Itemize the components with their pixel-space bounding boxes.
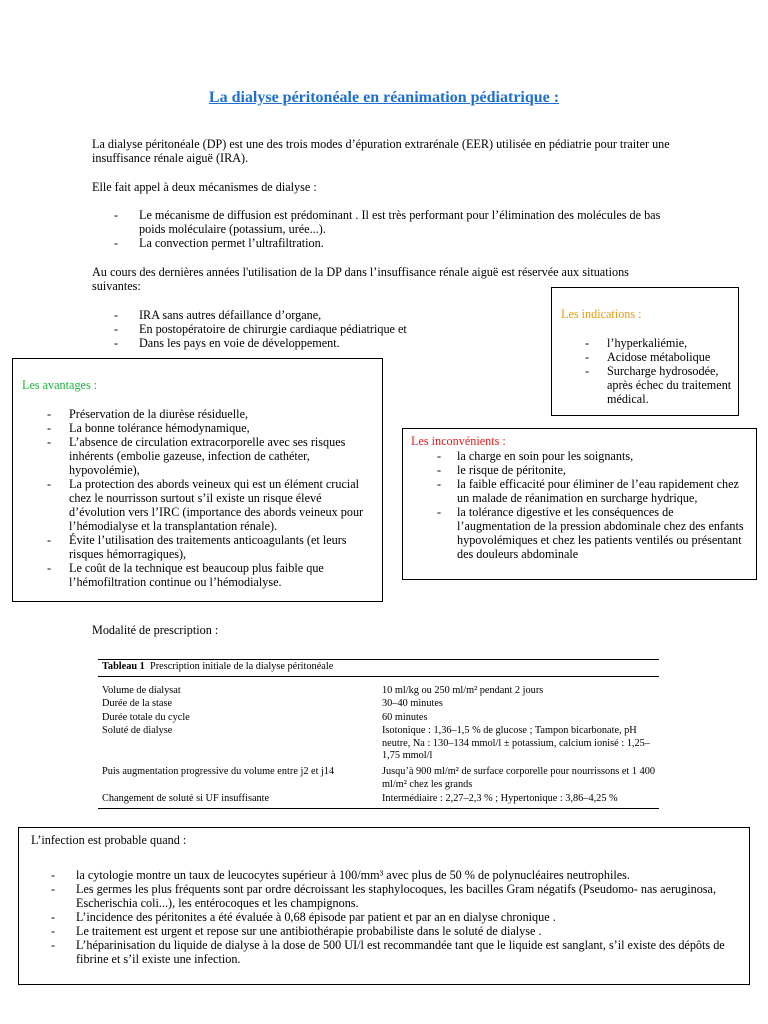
list-item-text: l’hyperkaliémie,	[607, 336, 688, 350]
table-cell-value: 60 minutes	[382, 712, 428, 723]
list-item-text: la cytologie montre un taux de leucocytes supérieur à 100/mm³ avec plus de 50 % de polynucléaires neutrophiles.	[76, 868, 630, 882]
table-cell-value: Intermédiaire : 2,27–2,3 % ; Hypertonique : 3,86–4,25 %	[382, 793, 618, 804]
list-item	[114, 322, 439, 336]
list-bullet: -	[51, 882, 56, 896]
indications-heading: Les indications :	[561, 307, 642, 321]
table-cell-label: Durée totale du cycle	[102, 712, 190, 723]
list-item	[437, 477, 749, 505]
list-item-text: la faible efficacité pour éliminer de l’eau rapidement chez un malade de réanimation en surcharge hydrique,	[457, 477, 739, 505]
list-item	[585, 364, 732, 406]
list-item	[51, 910, 741, 924]
avantages-list	[47, 407, 369, 589]
list-bullet: -	[437, 463, 442, 477]
list-bullet: -	[114, 208, 119, 222]
table-caption	[102, 661, 333, 674]
table-caption-text: Prescription initiale de la dialyse péritonéale	[149, 661, 334, 672]
mechanisms-list	[114, 208, 679, 250]
list-item	[51, 882, 741, 910]
page-title: La dialyse péritonéale en réanimation pédiatrique :	[208, 89, 560, 106]
list-item-text: Évite l’utilisation des traitements anticoagulants (et leurs risques hémorragiques),	[69, 533, 347, 561]
indications-box	[551, 287, 739, 416]
list-item	[47, 407, 369, 421]
list-item	[47, 421, 369, 435]
list-item	[437, 463, 749, 477]
inconvenients-box	[402, 428, 757, 580]
list-item-text: Acidose métabolique	[607, 350, 711, 364]
list-item	[51, 924, 741, 938]
list-bullet: -	[585, 364, 590, 378]
list-bullet: -	[114, 322, 119, 336]
inconvenients-heading: Les inconvénients :	[411, 434, 506, 448]
list-bullet: -	[47, 435, 52, 449]
list-item-text: la charge en soin pour les soignants,	[457, 449, 634, 463]
list-item	[51, 938, 741, 966]
table-cell-label: Volume de dialysat	[102, 685, 181, 696]
situations-list	[114, 308, 439, 350]
list-item-text: la tolérance digestive et les conséquences de l’augmentation de la pression abdominale chez des enfants hypovolémiques et chez les patients ventilés ou présentant des douleurs abdominale	[457, 505, 744, 561]
list-item-text: Préservation de la diurèse résiduelle,	[69, 407, 249, 421]
list-item	[585, 350, 732, 364]
list-bullet: -	[585, 350, 590, 364]
infection-heading: L’infection est probable quand :	[31, 833, 187, 847]
inconvenients-list	[437, 449, 749, 561]
list-item-text: L’incidence des péritonites a été évaluée à 0,68 épisode par patient et par an en dialyse chronique .	[76, 910, 556, 924]
modalite-heading: Modalité de prescription :	[92, 623, 219, 637]
list-bullet: -	[585, 336, 590, 350]
list-item	[47, 533, 369, 561]
avantages-heading: Les avantages :	[22, 378, 98, 392]
table-cell-label: Puis augmentation progressive du volume entre j2 et j14	[102, 766, 335, 777]
list-item-text: le risque de péritonite,	[457, 463, 566, 477]
list-bullet: -	[47, 421, 52, 435]
list-bullet: -	[51, 910, 56, 924]
table-cell-value: Isotonique : 1,36–1,5 % de glucose ; Tampon bicarbonate, pH neutre, Na : 130–134 mmol/l ± potassium, calcium ionisé : 1,25–1,75 mmol/l	[382, 725, 650, 761]
table-cell-value: 30–40 minutes	[382, 698, 443, 709]
list-item	[437, 449, 749, 463]
list-bullet: -	[114, 236, 119, 250]
table-cell-label: Soluté de dialyse	[102, 725, 173, 736]
table-cell-value: 10 ml/kg ou 250 ml/m² pendant 2 jours	[382, 685, 544, 696]
list-item-text: Le traitement est urgent et repose sur une antibiothérapie probabiliste dans le soluté de dialyse .	[76, 924, 542, 938]
list-item-text: Le coût de la technique est beaucoup plus faible que l’hémofiltration continue ou l’hémodialyse.	[69, 561, 324, 589]
list-bullet: -	[114, 308, 119, 322]
list-bullet: -	[437, 477, 442, 491]
list-bullet: -	[51, 924, 56, 938]
prescription-table	[98, 659, 659, 809]
list-item-text: La convection permet l’ultrafiltration.	[139, 236, 324, 250]
list-item-text: Le mécanisme de diffusion est prédominant . Il est très performant pour l’élimination des molécules de bas poids moléculaire (potassium, urée...).	[139, 208, 661, 236]
list-item	[47, 435, 369, 477]
avantages-box	[12, 358, 383, 602]
list-bullet: -	[51, 938, 56, 952]
mechanisms-intro: Elle fait appel à deux mécanismes de dialyse :	[92, 180, 317, 194]
list-item	[47, 561, 369, 589]
list-item-text: IRA sans autres défaillance d’organe,	[139, 308, 322, 322]
list-item	[114, 336, 439, 350]
list-item	[51, 868, 741, 882]
list-item-text: Surcharge hydrosodée, après échec du traitement médical.	[607, 364, 732, 406]
table-cell-label: Durée de la stase	[102, 698, 173, 709]
list-item-text: Les germes les plus fréquents sont par ordre décroissant les staphylocoques, les bacilles Gram négatifs (Pseudomo- nas aeruginosa, Escherischia coli...), les entérocoques et les champignons.	[76, 882, 717, 910]
list-item-text: En postopératoire de chirurgie cardiaque pédiatrique et	[139, 322, 407, 336]
list-bullet: -	[47, 561, 52, 575]
list-item-text: La bonne tolérance hémodynamique,	[69, 421, 250, 435]
list-bullet: -	[47, 407, 52, 421]
list-item-text: L’absence de circulation extracorporelle avec ses risques inhérents (embolie gazeuse, infection de cathéter, hypovolémie),	[69, 435, 346, 477]
list-item	[47, 477, 369, 533]
list-item	[114, 236, 679, 250]
list-item	[114, 208, 679, 236]
list-bullet: -	[437, 505, 442, 519]
list-item-text: Dans les pays en voie de développement.	[139, 336, 340, 350]
list-bullet: -	[51, 868, 56, 882]
list-item-text: L’héparinisation du liquide de dialyse à la dose de 500 UI/l est recommandée tant que le liquide est sanglant, s’il existe des dépôts de fibrine et s’il existe une infection.	[76, 938, 725, 966]
indications-list	[585, 336, 732, 406]
table-cell-value: Jusqu’à 900 ml/m² de surface corporelle pour nourrissons et 1 400 ml/m² chez les grands	[382, 766, 656, 790]
infection-list	[51, 868, 741, 966]
intro-paragraph: La dialyse péritonéale (DP) est une des trois modes d’épuration extrarénale (EER) utilisée en pédiatrie pour traiter une insuffisance rénale aiguë (IRA).	[92, 137, 670, 165]
usage-paragraph: Au cours des dernières années l'utilisation de la DP dans l’insuffisance rénale aiguë est réservée aux situations suivantes:	[92, 265, 629, 293]
table-cell-label: Changement de soluté si UF insuffisante	[102, 793, 270, 804]
list-item-text: La protection des abords veineux qui est un élément crucial chez le nourrisson surtout s’il existe un risque élevé d’évolution vers l’IRC (importance des abords veineux pour l’hémodialyse et la transplantation rénale).	[69, 477, 364, 533]
table-caption-label: Tableau 1	[102, 661, 145, 672]
infection-box	[18, 827, 750, 985]
list-bullet: -	[114, 336, 119, 350]
list-bullet: -	[47, 533, 52, 547]
list-bullet: -	[47, 477, 52, 491]
table-divider	[98, 676, 659, 677]
list-item	[585, 336, 732, 350]
list-item	[437, 505, 749, 561]
list-item	[114, 308, 439, 322]
list-bullet: -	[437, 449, 442, 463]
